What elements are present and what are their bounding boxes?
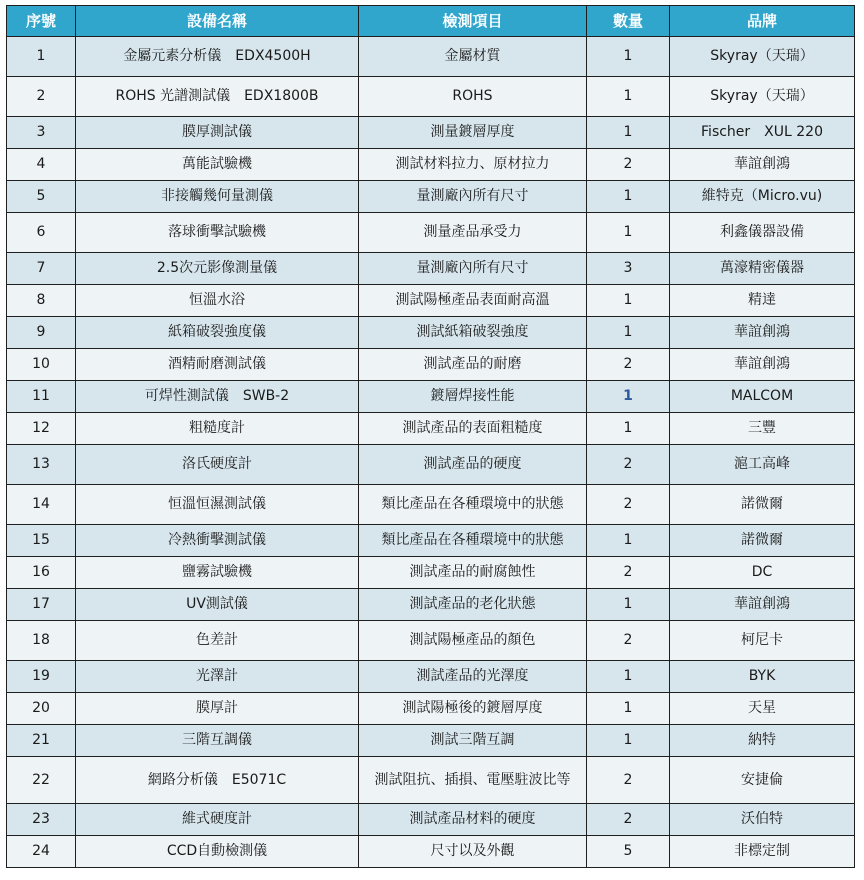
cell-equipment-name: CCD自動檢測儀: [76, 836, 359, 868]
cell-equipment-name: 膜厚測試儀: [76, 117, 359, 149]
cell-brand: 華誼創鴻: [670, 317, 855, 349]
cell-brand: 三豐: [670, 413, 855, 445]
header-row: [7, 6, 855, 37]
cell-brand: 非標定制: [670, 836, 855, 868]
cell-test-item: 類比產品在各種環境中的狀態: [359, 485, 587, 525]
cell-equipment-name: 網路分析儀 E5071C: [76, 757, 359, 804]
cell-quantity: 2: [587, 349, 670, 381]
cell-index: 11: [7, 381, 76, 413]
cell-quantity: 1: [587, 725, 670, 757]
cell-test-item: 測試陽極後的鍍層厚度: [359, 693, 587, 725]
header-index: 序號: [7, 6, 76, 37]
cell-equipment-name: 恒溫水浴: [76, 285, 359, 317]
cell-equipment-name: 落球衝擊試驗機: [76, 213, 359, 253]
cell-brand: 納特: [670, 725, 855, 757]
cell-quantity: 1: [587, 693, 670, 725]
table-row: [7, 589, 855, 621]
cell-index: 13: [7, 445, 76, 485]
table-row: [7, 285, 855, 317]
cell-brand: 天星: [670, 693, 855, 725]
table-row: [7, 485, 855, 525]
cell-test-item: 測試產品的表面粗糙度: [359, 413, 587, 445]
table-row: [7, 725, 855, 757]
cell-index: 2: [7, 77, 76, 117]
cell-index: 6: [7, 213, 76, 253]
cell-test-item: 測試產品的硬度: [359, 445, 587, 485]
cell-index: 22: [7, 757, 76, 804]
cell-index: 14: [7, 485, 76, 525]
table-row: [7, 621, 855, 661]
cell-test-item: 量測廠內所有尺寸: [359, 253, 587, 285]
cell-test-item: 測試三階互調: [359, 725, 587, 757]
cell-equipment-name: 光澤計: [76, 661, 359, 693]
cell-quantity: 1: [587, 589, 670, 621]
cell-test-item: 測試阻抗、插損、電壓駐波比等: [359, 757, 587, 804]
cell-index: 3: [7, 117, 76, 149]
cell-brand: 華誼創鴻: [670, 149, 855, 181]
cell-test-item: 尺寸以及外觀: [359, 836, 587, 868]
cell-index: 7: [7, 253, 76, 285]
cell-brand: 沃伯特: [670, 804, 855, 836]
equipment-table: [6, 5, 855, 868]
cell-index: 15: [7, 525, 76, 557]
table-row: [7, 117, 855, 149]
table-row: [7, 381, 855, 413]
cell-test-item: 測試產品材料的硬度: [359, 804, 587, 836]
cell-brand: Skyray（天瑞）: [670, 77, 855, 117]
cell-quantity: 1: [587, 381, 670, 413]
cell-test-item: 測試材料拉力、原材拉力: [359, 149, 587, 181]
cell-equipment-name: 可焊性測試儀 SWB-2: [76, 381, 359, 413]
cell-test-item: 測量產品承受力: [359, 213, 587, 253]
cell-brand: Skyray（天瑞）: [670, 37, 855, 77]
cell-brand: 萬濠精密儀器: [670, 253, 855, 285]
cell-index: 17: [7, 589, 76, 621]
cell-quantity: 1: [587, 213, 670, 253]
cell-quantity: 1: [587, 525, 670, 557]
cell-brand: 諾微爾: [670, 525, 855, 557]
cell-quantity: 1: [587, 117, 670, 149]
cell-equipment-name: 2.5次元影像測量儀: [76, 253, 359, 285]
table-row: [7, 349, 855, 381]
cell-equipment-name: 洛氏硬度計: [76, 445, 359, 485]
cell-test-item: 量測廠內所有尺寸: [359, 181, 587, 213]
cell-brand: BYK: [670, 661, 855, 693]
cell-quantity: 1: [587, 37, 670, 77]
cell-test-item: 測試陽極產品的顏色: [359, 621, 587, 661]
table-row: [7, 557, 855, 589]
cell-equipment-name: 紙箱破裂強度儀: [76, 317, 359, 349]
table-row: [7, 213, 855, 253]
header-equipment-name: 設備名稱: [76, 6, 359, 37]
cell-quantity: 1: [587, 317, 670, 349]
cell-equipment-name: 非接觸幾何量測儀: [76, 181, 359, 213]
header-test-item: 檢測項目: [359, 6, 587, 37]
table-row: [7, 77, 855, 117]
cell-quantity: 1: [587, 285, 670, 317]
cell-quantity: 2: [587, 149, 670, 181]
table-row: [7, 37, 855, 77]
cell-equipment-name: 恒溫恒濕測試儀: [76, 485, 359, 525]
cell-quantity: 1: [587, 413, 670, 445]
cell-brand: 華誼創鴻: [670, 349, 855, 381]
cell-quantity: 2: [587, 445, 670, 485]
cell-brand: 華誼創鴻: [670, 589, 855, 621]
table-body: [7, 37, 855, 868]
cell-index: 8: [7, 285, 76, 317]
cell-test-item: 測試陽極產品表面耐高溫: [359, 285, 587, 317]
cell-equipment-name: 冷熱衝擊測試儀: [76, 525, 359, 557]
table-row: [7, 836, 855, 868]
cell-equipment-name: 色差計: [76, 621, 359, 661]
cell-index: 18: [7, 621, 76, 661]
cell-equipment-name: 酒精耐磨測試儀: [76, 349, 359, 381]
cell-brand: 維特克（Micro.vu): [670, 181, 855, 213]
cell-equipment-name: UV測試儀: [76, 589, 359, 621]
table-row: [7, 693, 855, 725]
cell-quantity: 5: [587, 836, 670, 868]
cell-equipment-name: 粗糙度計: [76, 413, 359, 445]
cell-quantity: 2: [587, 557, 670, 589]
header-quantity: 數量: [587, 6, 670, 37]
cell-test-item: 測試產品的耐磨: [359, 349, 587, 381]
cell-quantity: 2: [587, 485, 670, 525]
cell-equipment-name: ROHS 光譜測試儀 EDX1800B: [76, 77, 359, 117]
cell-test-item: 測試紙箱破裂強度: [359, 317, 587, 349]
cell-index: 4: [7, 149, 76, 181]
cell-quantity: 3: [587, 253, 670, 285]
cell-brand: 滬工高峰: [670, 445, 855, 485]
cell-brand: 精達: [670, 285, 855, 317]
cell-index: 23: [7, 804, 76, 836]
cell-equipment-name: 金屬元素分析儀 EDX4500H: [76, 37, 359, 77]
table-row: [7, 149, 855, 181]
cell-brand: 諾微爾: [670, 485, 855, 525]
cell-quantity: 1: [587, 77, 670, 117]
cell-quantity: 1: [587, 661, 670, 693]
cell-quantity: 1: [587, 181, 670, 213]
cell-index: 10: [7, 349, 76, 381]
cell-test-item: 金屬材質: [359, 37, 587, 77]
cell-index: 5: [7, 181, 76, 213]
cell-brand: 安捷倫: [670, 757, 855, 804]
cell-brand: MALCOM: [670, 381, 855, 413]
cell-quantity: 2: [587, 621, 670, 661]
cell-index: 9: [7, 317, 76, 349]
cell-equipment-name: 萬能試驗機: [76, 149, 359, 181]
cell-index: 1: [7, 37, 76, 77]
table-row: [7, 181, 855, 213]
cell-equipment-name: 三階互調儀: [76, 725, 359, 757]
cell-index: 20: [7, 693, 76, 725]
cell-brand: 柯尼卡: [670, 621, 855, 661]
cell-test-item: 測試產品的老化狀態: [359, 589, 587, 621]
cell-quantity: 2: [587, 804, 670, 836]
table-row: [7, 661, 855, 693]
cell-quantity: 2: [587, 757, 670, 804]
table-row: [7, 413, 855, 445]
table-row: [7, 445, 855, 485]
cell-test-item: 測量鍍層厚度: [359, 117, 587, 149]
cell-test-item: 測試產品的光澤度: [359, 661, 587, 693]
header-brand: 品牌: [670, 6, 855, 37]
table-row: [7, 253, 855, 285]
cell-test-item: 類比產品在各種環境中的狀態: [359, 525, 587, 557]
table-row: [7, 317, 855, 349]
table-row: [7, 757, 855, 804]
cell-index: 12: [7, 413, 76, 445]
cell-equipment-name: 鹽霧試驗機: [76, 557, 359, 589]
cell-equipment-name: 維式硬度計: [76, 804, 359, 836]
cell-brand: DC: [670, 557, 855, 589]
cell-index: 24: [7, 836, 76, 868]
cell-test-item: ROHS: [359, 77, 587, 117]
cell-brand: 利鑫儀器設備: [670, 213, 855, 253]
cell-index: 19: [7, 661, 76, 693]
cell-equipment-name: 膜厚計: [76, 693, 359, 725]
table-row: [7, 525, 855, 557]
cell-index: 21: [7, 725, 76, 757]
cell-brand: Fischer XUL 220: [670, 117, 855, 149]
cell-test-item: 鍍層焊接性能: [359, 381, 587, 413]
table-row: [7, 804, 855, 836]
cell-index: 16: [7, 557, 76, 589]
cell-test-item: 測試產品的耐腐蝕性: [359, 557, 587, 589]
